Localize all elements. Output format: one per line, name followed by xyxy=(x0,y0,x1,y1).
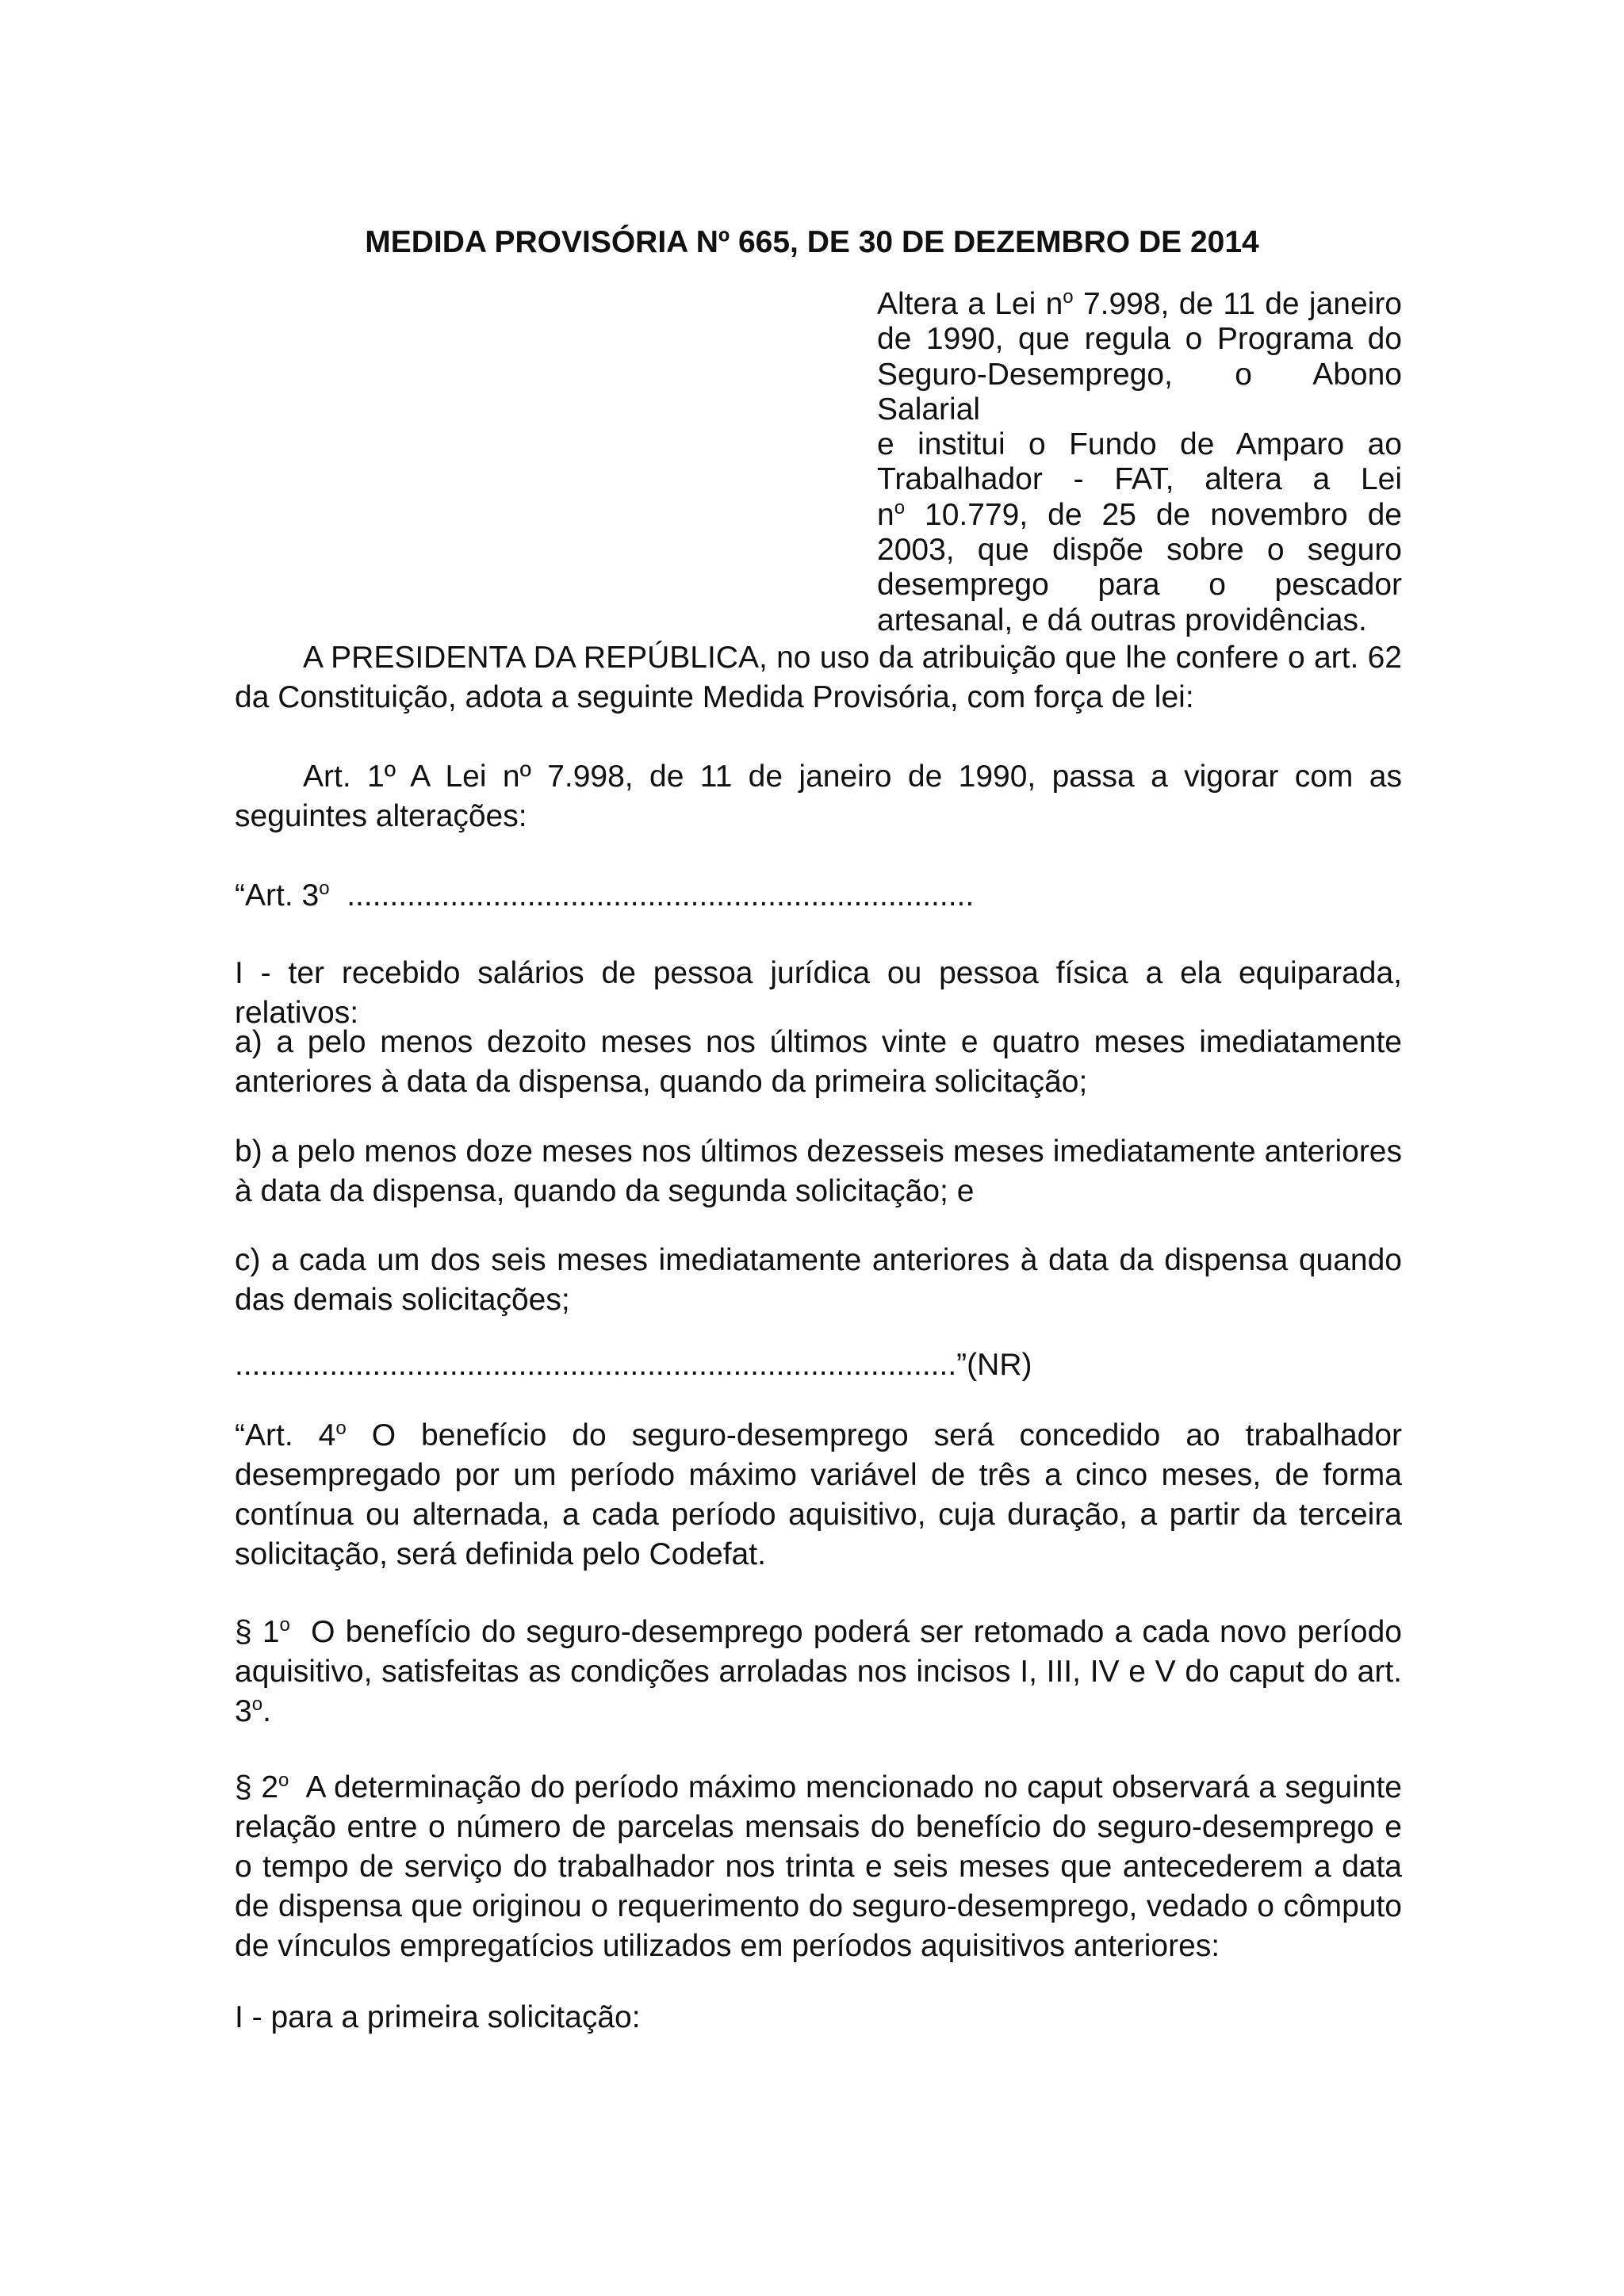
inciso-i-first-request: I - para a primeira solicitação: xyxy=(235,2000,641,2034)
ementa-line: artesanal, e dá outras providências. xyxy=(877,603,1367,637)
ementa-line: Trabalhador - FAT, altera a Lei xyxy=(877,462,1402,497)
alinea-c-paragraph: c) a cada um dos seis meses imediatamente anteriores à data da dispensa quando das demais solicitações; xyxy=(235,1243,1402,1317)
ementa xyxy=(877,287,1402,638)
ementa-line: Seguro-Desemprego, o Abono Salarial xyxy=(877,357,1402,427)
ementa-line: desemprego para o pescador xyxy=(877,568,1402,603)
paragraph-1: § 1$^o$ O benefício do seguro-desemprego poderá ser retomado a cada novo período aquisitivo, satisfeitas as condições arroladas nos incisos I, III, IV e V do caput do art. 3$^o$. xyxy=(235,1614,1411,1728)
inciso-i-paragraph: I - ter recebido salários de pessoa jurídica ou pessoa física a ela equiparada, relativos: xyxy=(235,956,1402,1030)
preamble-paragraph: A PRESIDENTA DA REPÚBLICA, no uso da atribuição que lhe confere o art. 62 da Constituição, adota a seguinte Medida Provisória, com força de lei: xyxy=(235,641,1402,714)
alinea-b-paragraph: b) a pelo menos doze meses nos últimos dezesseis meses imediatamente anteriores à data da dispensa, quando da segunda solicitação; e xyxy=(235,1135,1402,1208)
ementa-line: de 1990, que regula o Programa do xyxy=(877,322,1402,357)
paragraph-2: § 2$^o$ A determinação do período máximo mencionado no caput observará a seguinte relação entre o número de parcelas mensais do benefício do seguro-desemprego e o tempo de serviço do trabalhador nos trinta e seis meses que antecederem a data de dispensa que originou o requerimento do seguro-desemprego, vedado o cômputo de vínculos empregatícios utilizados em períodos aquisitivos anteriores: xyxy=(235,1770,1411,1963)
alinea-a-paragraph: a) a pelo menos dezoito meses nos últimos vinte e quatro meses imediatamente anteriores à data da dispensa, quando da primeira solicitação; xyxy=(235,1025,1402,1099)
article-3-heading: “Art. 3$^o$ ......................................................................... xyxy=(235,878,975,913)
ementa-line: 2003, que dispõe sobre o seguro xyxy=(877,533,1402,568)
ementa-line: e institui o Fundo de Amparo ao xyxy=(877,427,1402,462)
article-4-paragraph: “Art. 4$^o$ O benefício do seguro-desemprego será concedido ao trabalhador desempregado por um período máximo variável de três a cinco meses, de forma contínua ou alternada, a cada período aquisitivo, cuja duração, a partir da terceira solicitação, será definida pelo Codefat. xyxy=(235,1418,1403,1571)
article-1-paragraph: Art. 1º A Lei nº 7.998, de 11 de janeiro de 1990, passa a vigorar com as seguintes alterações: xyxy=(235,760,1402,833)
ementa-line: $n^o$ 10.779, de 25 de novembro de xyxy=(877,496,1402,532)
document-title: MEDIDA PROVISÓRIA Nº 665, DE 30 DE DEZEMBRO DE 2014 xyxy=(365,225,1259,259)
ementa-line: Altera a Lei $n^o$ 7.998, de 11 de janeiro xyxy=(877,286,1403,321)
nr-closing-line: ....................................................................................”(NR) xyxy=(235,1348,1032,1382)
